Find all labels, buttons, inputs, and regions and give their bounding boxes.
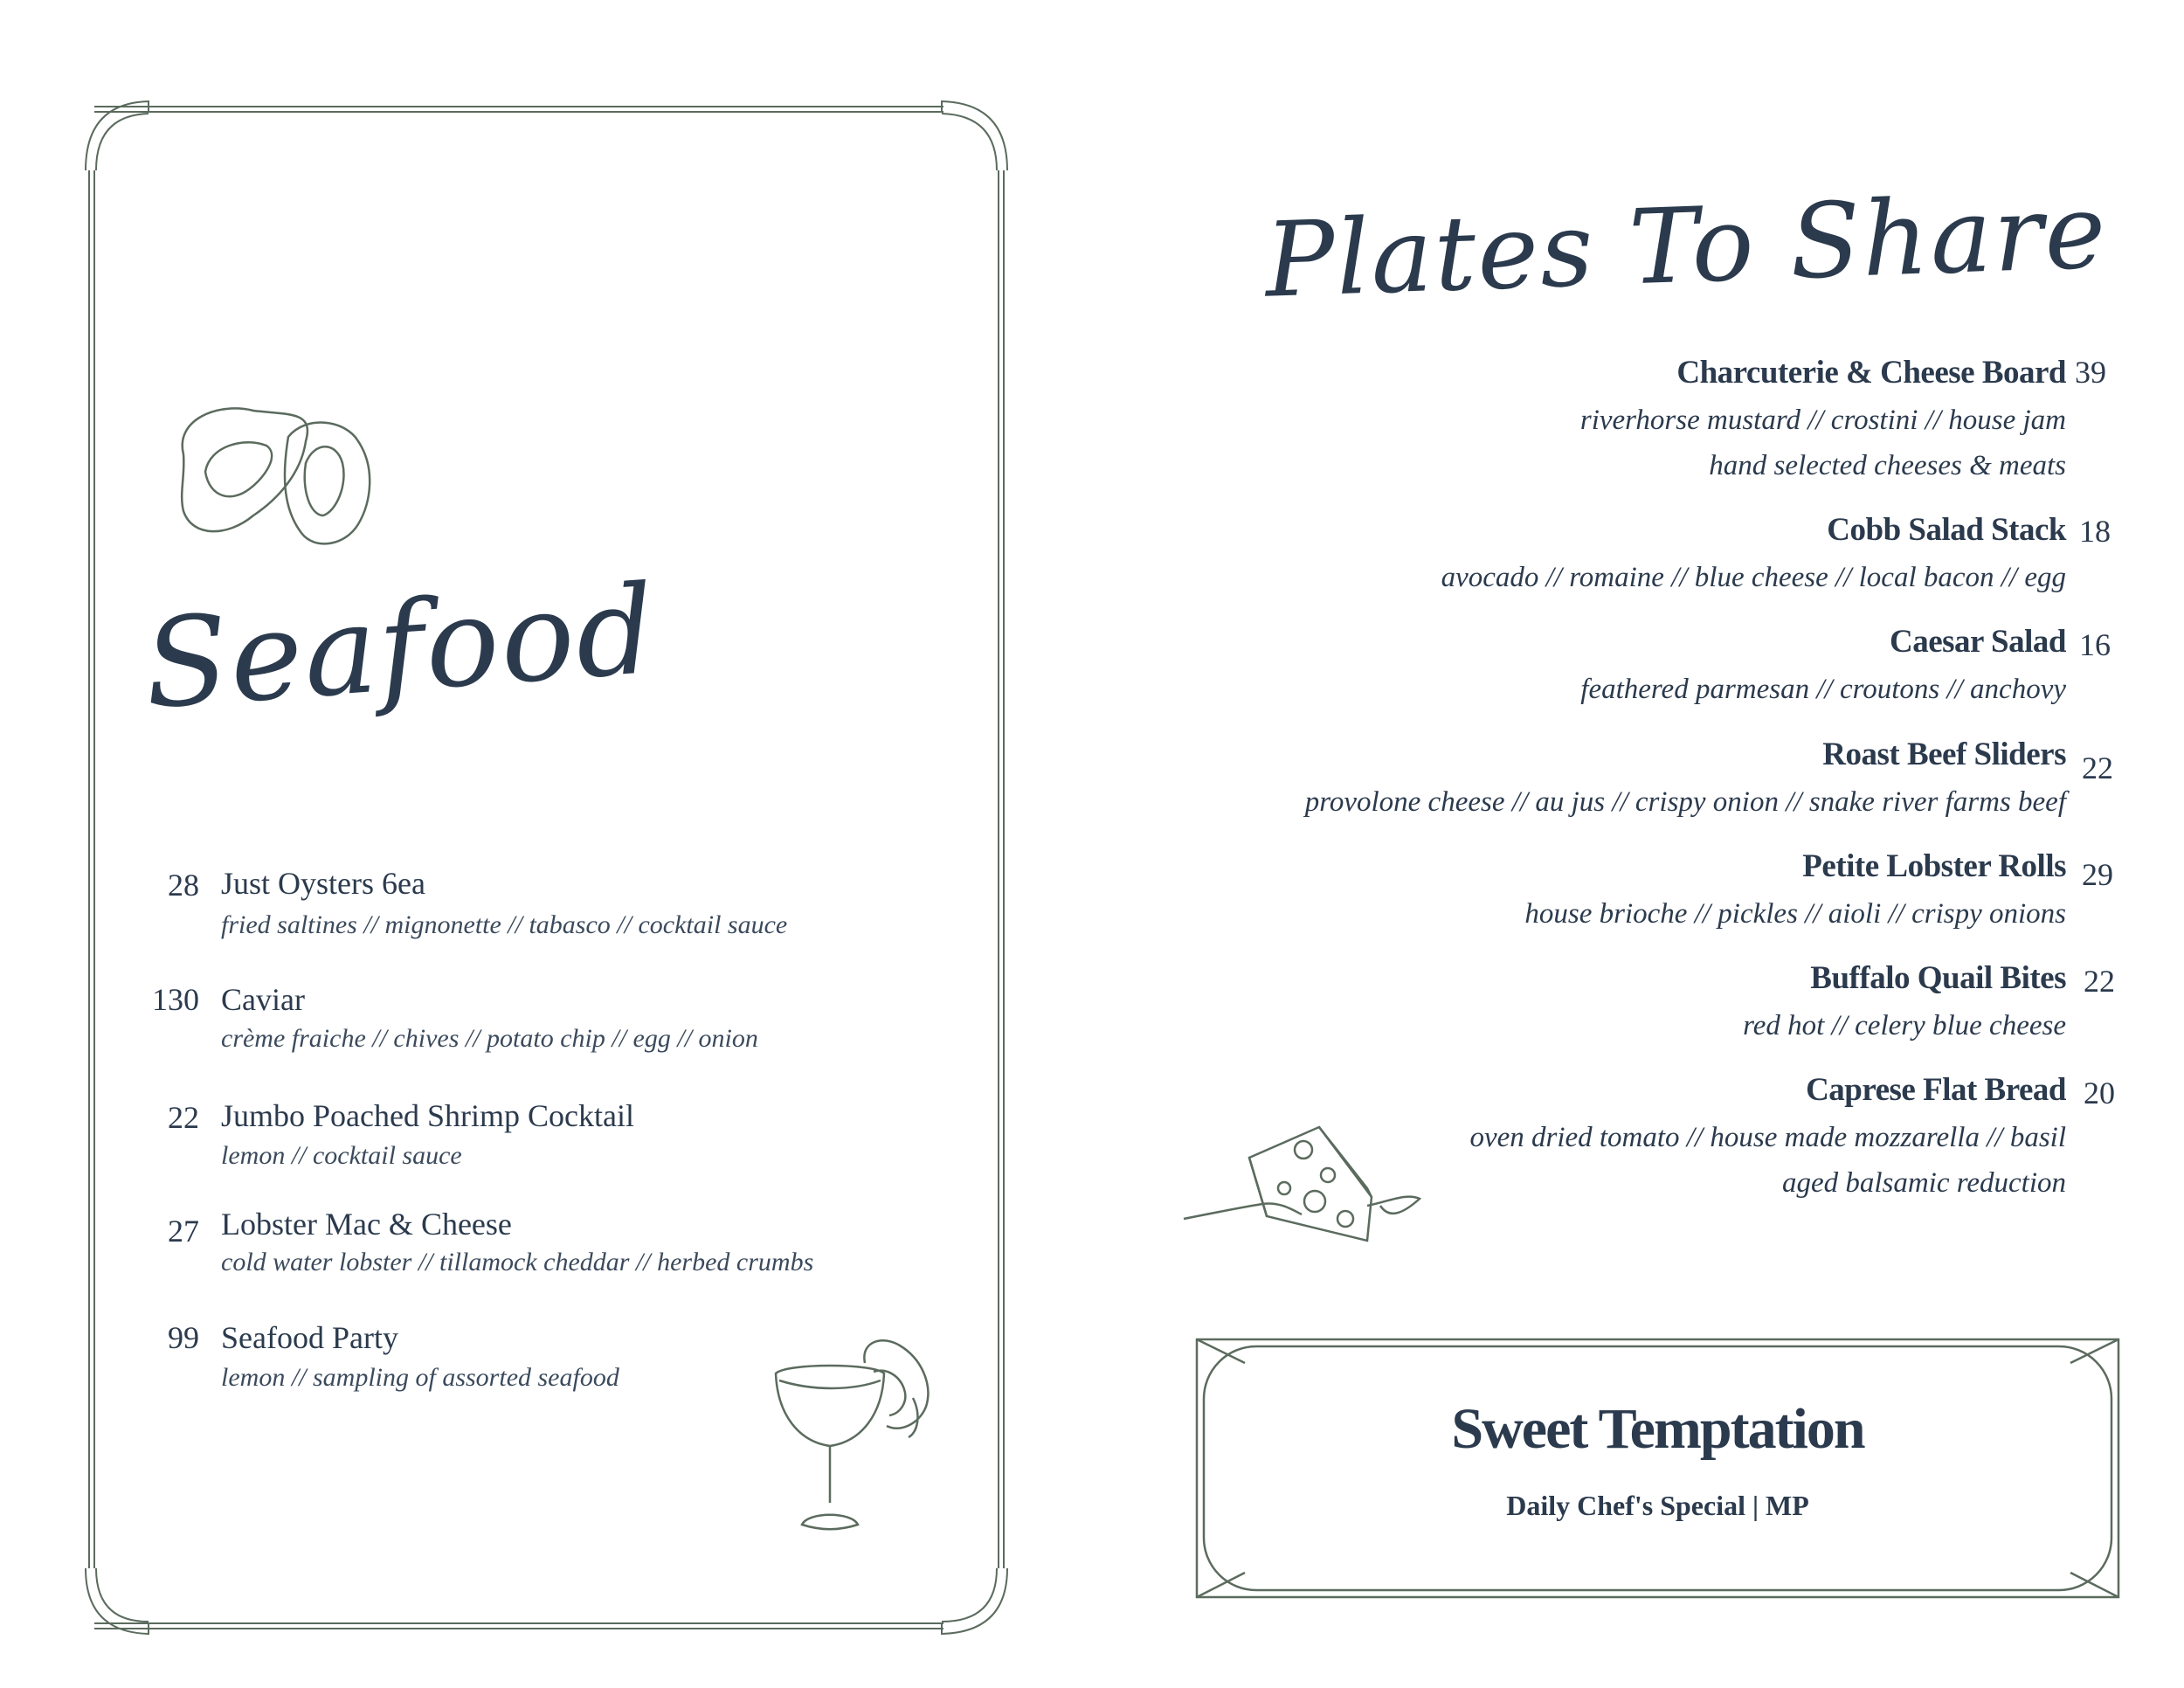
item-name: Seafood Party (221, 1320, 398, 1355)
item-description: hand selected cheeses & meats (1709, 450, 2066, 481)
item-description: house brioche // pickles // aioli // crispy onions (1524, 898, 2066, 930)
item-price: 130 (152, 982, 199, 1017)
item-description: avocado // romaine // blue cheese // local bacon // egg (1441, 562, 2066, 593)
item-description: crème fraiche // chives // potato chip // egg // onion (221, 1024, 758, 1053)
item-name: Charcuterie & Cheese Board (1676, 355, 2066, 391)
item-description: red hot // celery blue cheese (1743, 1010, 2066, 1041)
item-price: 99 (168, 1320, 199, 1355)
item-description: fried saltines // mignonette // tabasco // cocktail sauce (221, 910, 788, 939)
cheese-icon (1184, 1127, 1420, 1241)
item-description: feathered parmesan // croutons // anchovy (1580, 674, 2066, 705)
item-price: 28 (168, 868, 199, 903)
item-price: 39 (2075, 355, 2106, 390)
item-price: 20 (2084, 1076, 2115, 1110)
item-price: 29 (2082, 857, 2113, 892)
item-description: aged balsamic reduction (1781, 1167, 2066, 1199)
item-price: 22 (2084, 964, 2115, 999)
cocktail-glass-icon (776, 1340, 928, 1529)
item-description: provolone cheese // au jus // crispy onion // snake river farms beef (1304, 786, 2066, 818)
item-name: Just Oysters 6ea (221, 866, 425, 901)
item-price: 18 (2079, 514, 2111, 549)
item-price: 22 (168, 1100, 199, 1135)
item-name: Caviar (221, 982, 305, 1017)
item-name: Caprese Flat Bread (1806, 1072, 2066, 1108)
item-description: lemon // cocktail sauce (221, 1141, 462, 1170)
item-name: Petite Lobster Rolls (1802, 848, 2066, 884)
item-name: Buffalo Quail Bites (1810, 960, 2066, 996)
item-description: oven dried tomato // house made mozzarella // basil (1469, 1122, 2066, 1153)
item-name: Caesar Salad (1890, 624, 2066, 660)
sweet-box-frame (1197, 1339, 2118, 1597)
sweet-temptation-title: Sweet Temptation (1451, 1397, 1864, 1461)
item-price: 16 (2079, 627, 2111, 662)
oyster-icon (182, 408, 370, 543)
item-description: riverhorse mustard // crostini // house jam (1579, 405, 2066, 436)
plates-to-share-title: Plates To Share (1262, 170, 2110, 321)
item-name: Roast Beef Sliders (1822, 737, 2066, 772)
seafood-title: Seafood (140, 558, 661, 737)
item-description: lemon // sampling of assorted seafood (221, 1363, 619, 1392)
item-name: Cobb Salad Stack (1827, 512, 2066, 548)
item-price: 22 (2082, 751, 2113, 785)
sweet-temptation-subtitle: Daily Chef's Special | MP (1506, 1490, 1809, 1521)
item-name: Lobster Mac & Cheese (221, 1207, 512, 1242)
item-description: cold water lobster // tillamock cheddar // herbed crumbs (221, 1248, 814, 1276)
item-name: Jumbo Poached Shrimp Cocktail (221, 1098, 634, 1133)
item-price: 27 (168, 1214, 199, 1249)
